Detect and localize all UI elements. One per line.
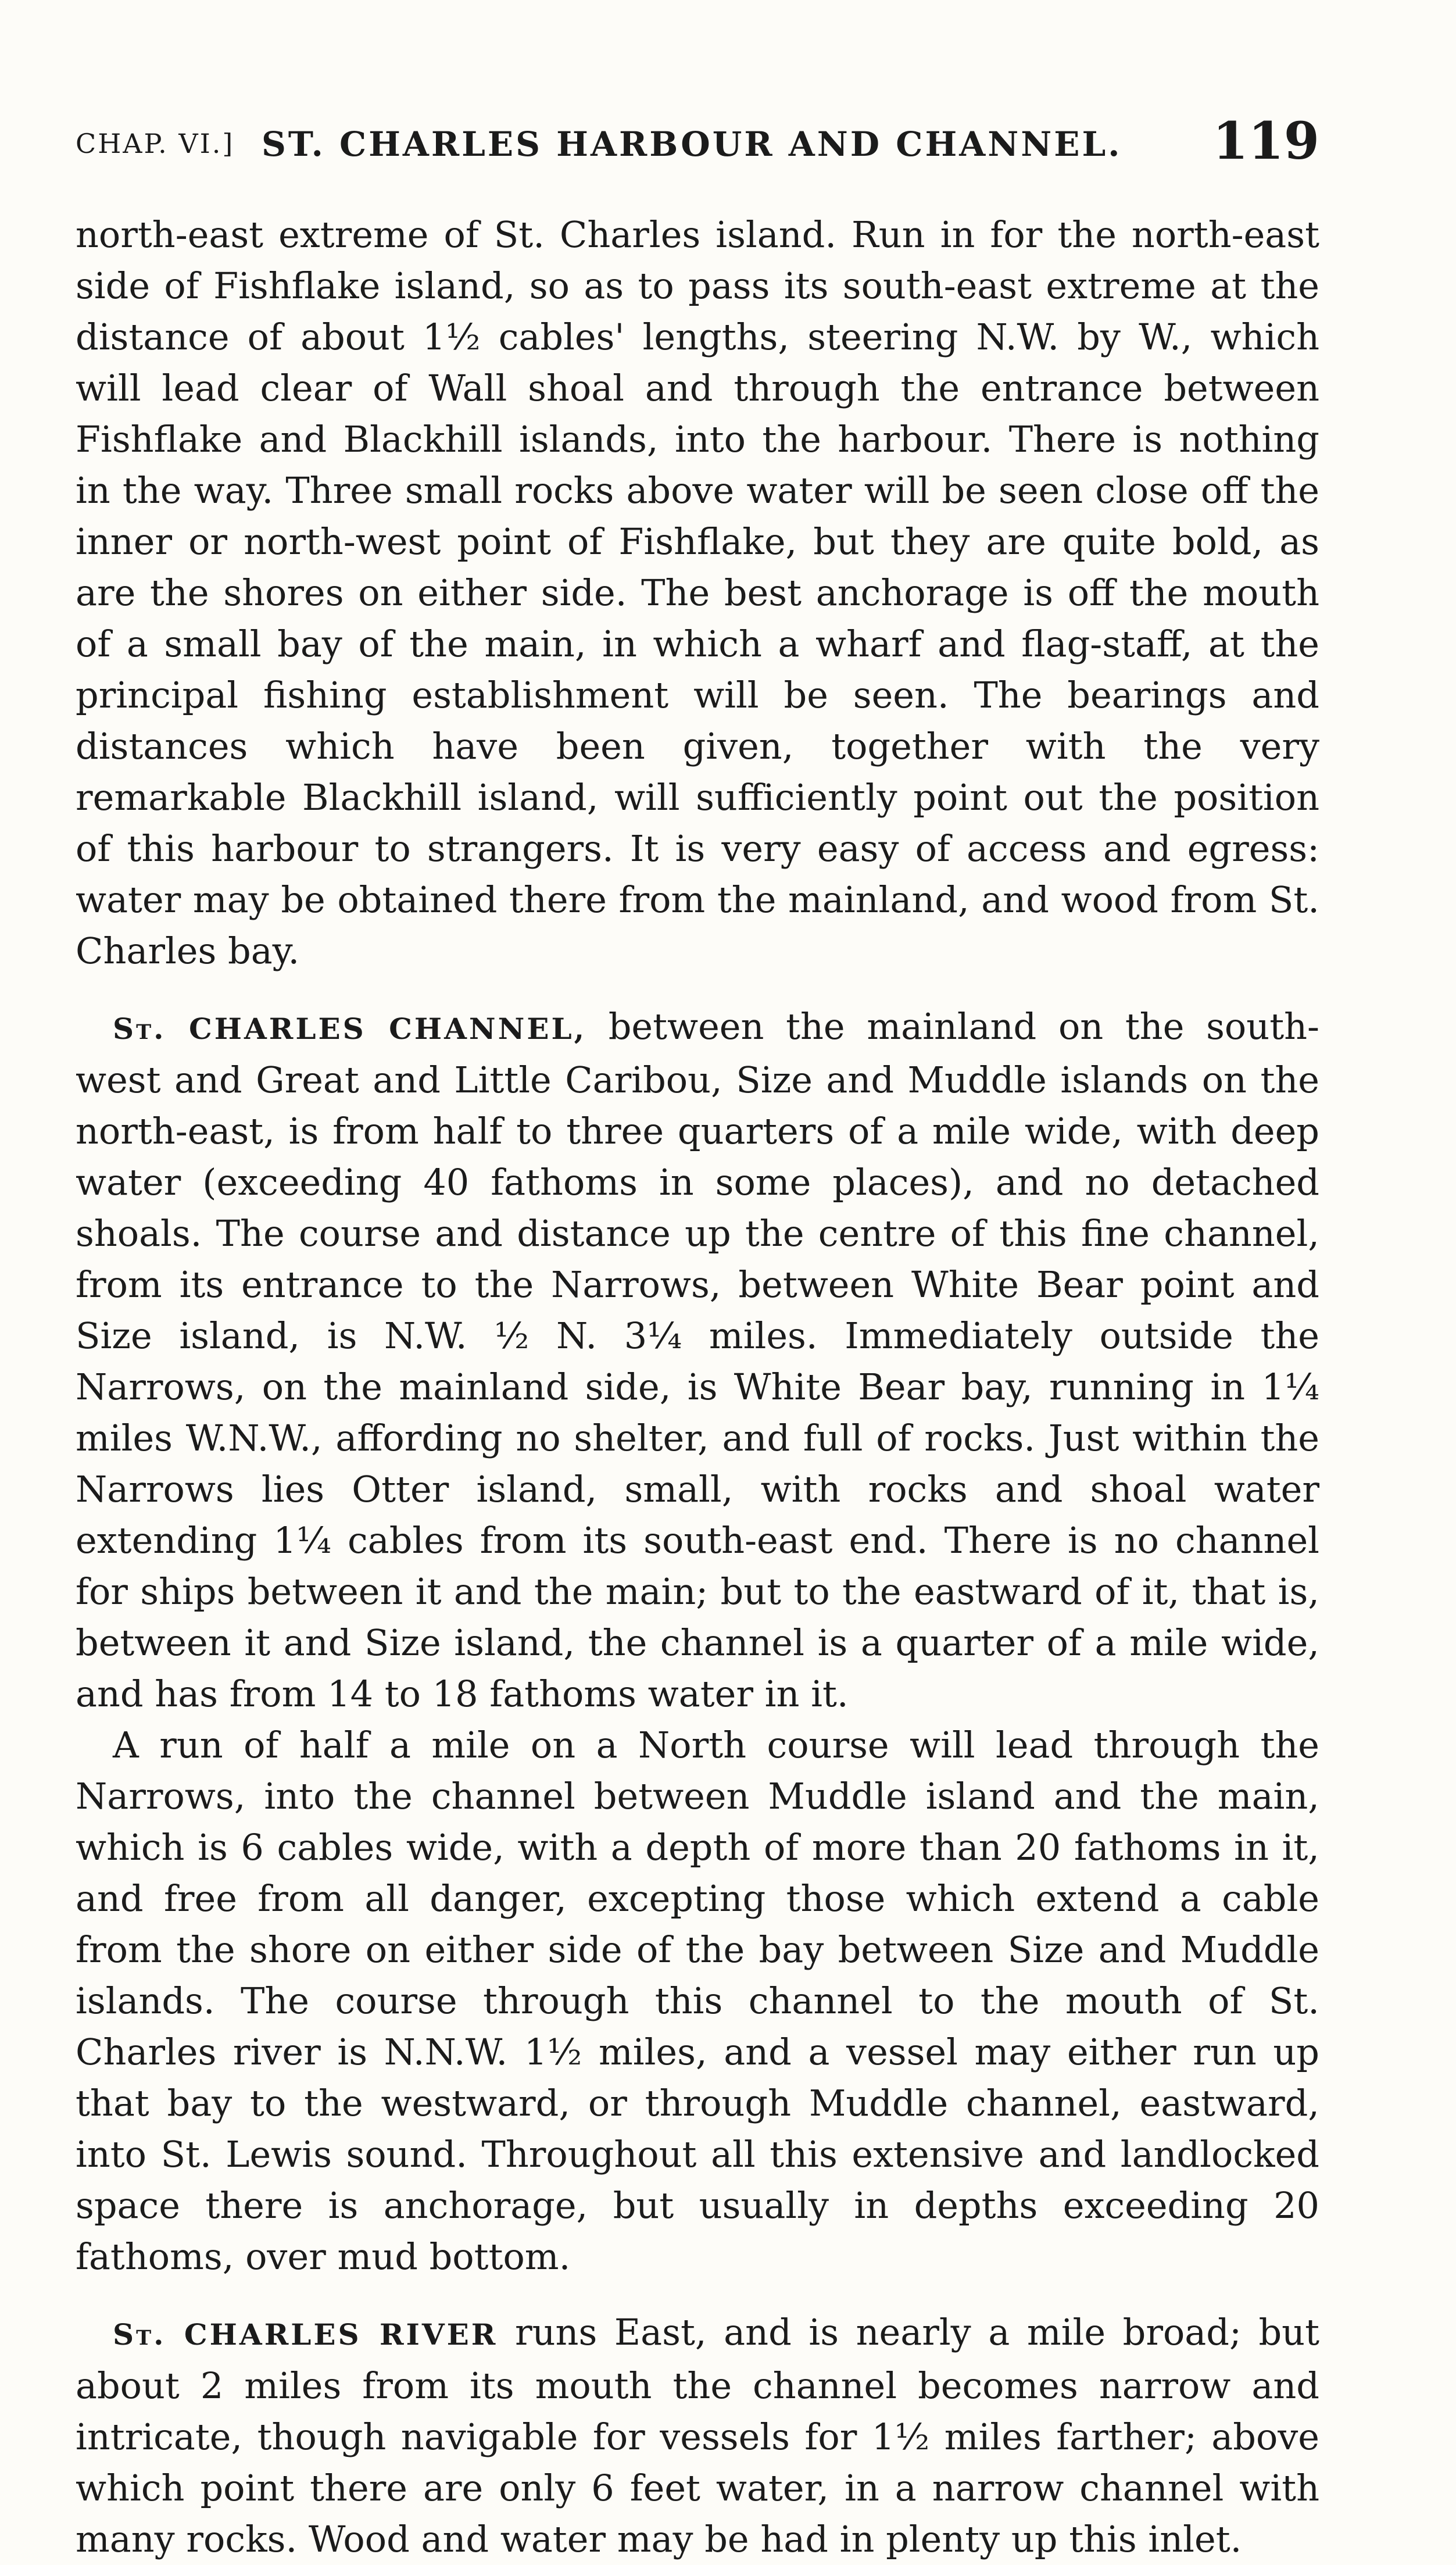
paragraph-st-charles-river (76, 2307, 1319, 2565)
paragraph-harbour-directions (76, 209, 1319, 977)
section-heading: St. CHARLES CHANNEL, (113, 1012, 587, 1046)
running-title: ST. CHARLES HARBOUR AND CHANNEL. (262, 124, 1122, 164)
paragraph-text: between the mainland on the south-west and Great and Little Caribou, Size and Muddle islands on the north-east, is from half to three quarters of a mile wide, with deep water (exceeding 40 fathoms in some places), and no detached shoals. The course and distance up the centre of this fine channel, from its entrance to the Narrows, between White Bear point and Size island, is N.W. ½ N. 3¼ miles. Immediately outside the Narrows, on the mainland side, is White Bear bay, running in 1¼ miles W.N.W., affording no shelter, and full of rocks. Just within the Narrows lies Otter island, small, with rocks and shoal water extending 1¼ cables from its south-east end. There is no channel for ships between it and the main; but to the eastward of it, that is, between it and Size island, the channel is a quarter of a mile wide, and has from 14 to 18 fathoms water in it. (76, 1005, 1319, 1715)
page-number: 119 (1212, 110, 1319, 171)
body-text (76, 209, 1319, 2565)
running-header (76, 110, 1319, 169)
paragraph-st-charles-channel (76, 1001, 1319, 1720)
paragraph-text: north-east extreme of St. Charles island. Run in for the north-east side of Fishflake island, so as to pass its south-east extreme at the distance of about 1½ cables' lengths, steering N.W. by W., which will lead clear of Wall shoal and through the entrance between Fishflake and Blackhill islands, into the harbour. There is nothing in the way. Three small rocks above water will be seen close off the inner or north-west point of Fishflake, but they are quite bold, as are the shores on either side. The best anchorage is off the mouth of a small bay of the main, in which a wharf and flag-staff, at the principal fishing establishment will be seen. The bearings and distances which have been given, together with the very remarkable Blackhill island, will sufficiently point out the position of this harbour to strangers. It is very easy of access and egress: water may be obtained there from the mainland, and wood from St. Charles bay. (76, 213, 1319, 972)
paragraph-text: A run of half a mile on a North course will lead through the Narrows, into the channel between Muddle island and the main, which is 6 cables wide, with a depth of more than 20 fathoms in it, and free from all danger, excepting those which extend a cable from the shore on either side of the bay between Size and Muddle islands. The course through this channel to the mouth of St. Charles river is N.N.W. 1½ miles, and a vessel may either run up that bay to the westward, or through Muddle channel, eastward, into St. Lewis sound. Throughout all this extensive and landlocked space there is anchorage, but usually in depths exceeding 20 fathoms, over mud bottom. (76, 1724, 1319, 2278)
page (76, 110, 1319, 2565)
paragraph-text: runs East, and is nearly a mile broad; but about 2 miles from its mouth the channel becomes narrow and intricate, though navigable for vessels for 1½ miles farther; above which point there are only 6 feet water, in a narrow channel with many rocks. Wood and water may be had in plenty up this inlet. (76, 2311, 1319, 2560)
chapter-label: CHAP. VI.] (76, 128, 235, 159)
paragraph-narrows (76, 1720, 1319, 2282)
section-heading: St. CHARLES RIVER (113, 2317, 498, 2352)
